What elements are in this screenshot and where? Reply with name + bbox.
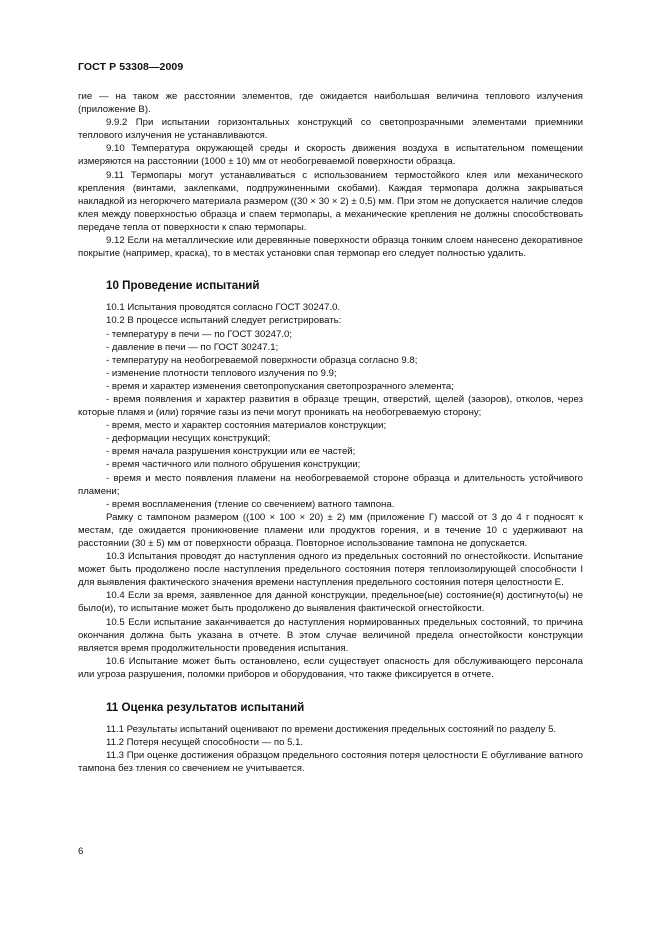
paragraph-10-2: 10.2 В процессе испытаний следует регистрировать: — [106, 315, 342, 327]
paragraph-11-2: 11.2 Потеря несущей способности — по 5.1. — [106, 737, 304, 749]
doc-header: ГОСТ Р 53308—2009 — [78, 61, 184, 73]
paragraph-9-11: 9.11 Термопары могут устанавливаться с использованием термостойкого клея или механического крепления (винтами, заклепками, подпружиненными скобами). Каждая термопара должна закрываться накладкой из негорючего материала размером ((30 × 30 × 2) ± 0,5) мм. При этом не допускается наличие следов клея между поверхностью образца и спаем термопары, а механические крепления не должны способствовать передаче тепла от поверхности к спаю термопары. — [78, 169, 583, 233]
paragraph-10-5: 10.5 Если испытание заканчивается до наступления нормированных предельных состояний, то причина окончания должна быть указана в отчете. В этом случае величиной предела огнестойкости конструкции является время продолжительности проведения испытания. — [78, 616, 583, 654]
paragraph-9-9-2: 9.9.2 При испытании горизонтальных конструкций со светопрозрачными элементами приемники теплового излучения не устанавливаются. — [78, 117, 583, 142]
list-item: - время и место появления пламени на необогреваемой стороне образца и длительность устойчивого пламени; — [78, 472, 583, 497]
paragraph-tampon: Рамку с тампоном размером ((100 × 100 × 20) ± 2) мм (приложение Г) массой от 3 до 4 г подносят к местам, где ожидается проникновение пламени или продуктов горения, и в течение 10 с удерживают на расстоянии (30 ± 5) мм от поверхности образца. Повторное использование тампона не допускается. — [78, 511, 583, 549]
list-item: - изменение плотности теплового излучения по 9.9; — [106, 367, 337, 379]
list-item: - время начала разрушения конструкции или ее частей; — [106, 446, 356, 458]
paragraph-10-3: 10.3 Испытания проводят до наступления одного из предельных состояний по огнестойкости. Испытание может быть продолжено после наступления предельного состояния потеря теплоизолирующей способности I для выявления фактического значения времени наступления предельного состояния потеря целостности E. — [78, 551, 583, 589]
list-item: - время и характер изменения светопропускания светопрозрачного элемента; — [106, 380, 454, 392]
page-number: 6 — [78, 846, 84, 857]
paragraph-10-4: 10.4 Если за время, заявленное для данной конструкции, предельное(ые) состояние(я) достигнуто(ы) не было(и), то испытание может быть продолжено до выявления фактической огнестойкости. — [78, 590, 583, 615]
list-item: - температуру на необогреваемой поверхности образца согласно 9.8; — [106, 354, 418, 366]
paragraph-9-10: 9.10 Температура окружающей среды и скорость движения воздуха в испытательном помещении измеряются на расстоянии (1000 ± 10) мм от необогреваемой поверхности образца. — [78, 143, 583, 168]
paragraph-11-3: 11.3 При оценке достижения образцом предельного состояния потеря целостности E обугливание ватного тампона без тления со свечением не учитывается. — [78, 750, 583, 775]
paragraph-11-1: 11.1 Результаты испытаний оценивают по времени достижения предельных состояний по разделу 5. — [106, 724, 557, 736]
section-11-title: 11 Оценка результатов испытаний — [106, 701, 305, 715]
list-item: - время частичного или полного обрушения конструкции; — [106, 459, 361, 471]
paragraph-9-12: 9.12 Если на металлические или деревянные поверхности образца тонким слоем нанесено декоративное покрытие (например, краска), то в местах установки спая термопар его следует полностью удалить. — [78, 235, 583, 260]
paragraph-10-1: 10.1 Испытания проводятся согласно ГОСТ 30247.0. — [106, 302, 341, 314]
list-item: - время, место и характер состояния материалов конструкции; — [106, 420, 387, 432]
page-content — [78, 90, 583, 776]
section-10-title: 10 Проведение испытаний — [106, 279, 260, 293]
list-item: - температуру в печи — по ГОСТ 30247.0; — [106, 328, 292, 340]
list-item: - время воспламенения (тление со свечением) ватного тампона. — [106, 498, 395, 510]
list-item: - давление в печи — по ГОСТ 30247.1; — [106, 341, 279, 353]
list-item: - деформации несущих конструкций; — [106, 433, 271, 445]
paragraph-9-9-1-tail: гие — на таком же расстоянии элементов, где ожидается наибольшая величина теплового излучения (приложение В). — [78, 91, 583, 116]
paragraph-10-6: 10.6 Испытание может быть остановлено, если существует опасность для обслуживающего персонала или угроза разрушения, поломки приборов и оборудования, что также фиксируется в отчете. — [78, 655, 583, 680]
list-item: - время появления и характер развития в образце трещин, отверстий, щелей (зазоров), отколов, через которые пламя и (или) горячие газы из печи могут проникать на необогреваемую сторону; — [78, 393, 583, 419]
